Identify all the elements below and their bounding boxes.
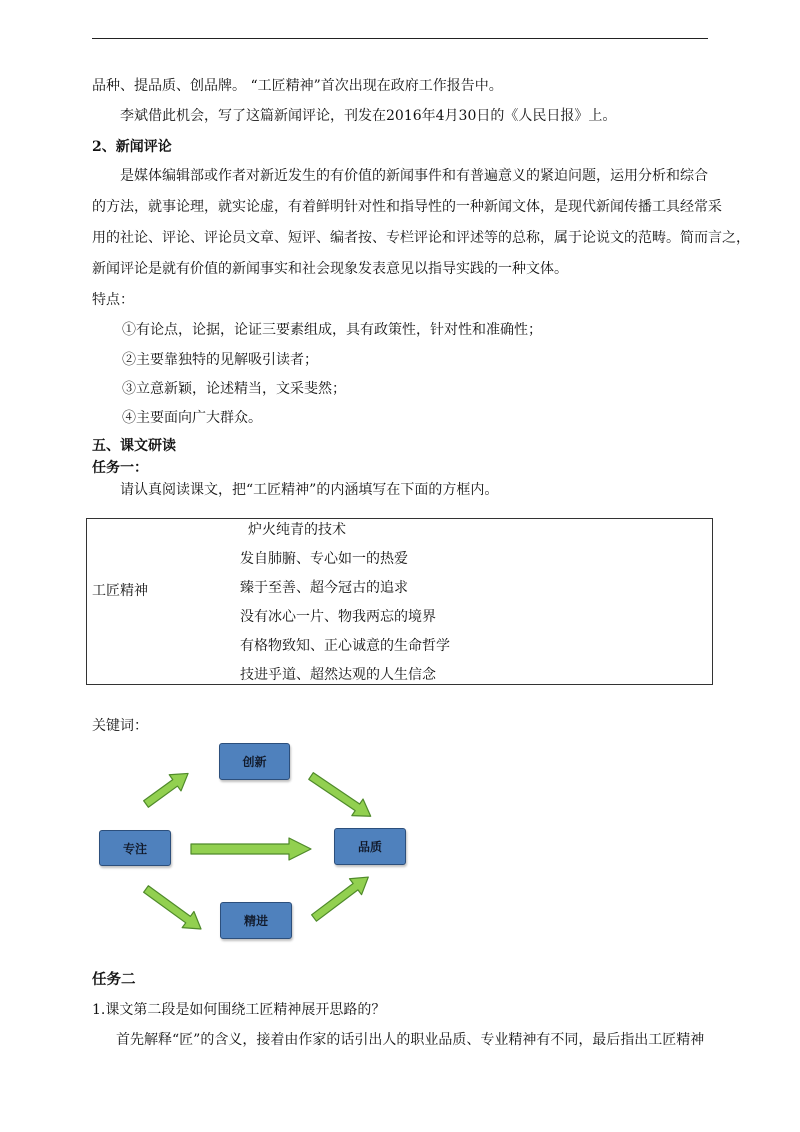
keywords-label: 关键词： xyxy=(92,718,148,734)
definition-line-2: 的方法，就事论理，就实论虚，有着鲜明针对性和指导性的一种新闻文体，是现代新闻传播工具经常采 xyxy=(92,199,722,215)
definition-line-4: 新闻评论是就有价值的新闻事实和社会现象发表意见以指导实践的一种文体。 xyxy=(92,261,568,277)
heading-news-commentary: 2、新闻评论 xyxy=(92,139,172,155)
arrow-focus-to-innovation xyxy=(140,765,194,812)
keyword-refine: 精进 xyxy=(220,902,292,939)
box-label: 工匠精神 xyxy=(92,583,148,599)
task-2-question-1: 1.课文第二段是如何围绕工匠精神展开思路的？ xyxy=(92,1002,386,1018)
paragraph-1: 品种、提品质、创品牌。 “工匠精神”首次出现在政府工作报告中。 xyxy=(92,78,503,94)
keyword-focus: 专注 xyxy=(99,830,171,866)
box-item: 技进乎道、超然达观的人生信念 xyxy=(240,667,436,683)
task-1-heading: 任务一： xyxy=(92,460,148,476)
task-2-heading: 任务二 xyxy=(92,971,136,988)
box-item: 发自肺腑、专心如一的热爱 xyxy=(240,551,408,567)
box-item: 炉火纯青的技术 xyxy=(248,522,346,538)
section-heading-5: 五、课文研读 xyxy=(92,438,176,454)
task-2-answer-1: 首先解释“匠”的含义，接着由作家的话引出人的职业品质、专业精神有不同，最后指出工匠精神 xyxy=(116,1032,705,1048)
feature-item: ④主要面向广大群众。 xyxy=(122,410,262,426)
feature-item: ①有论点，论据，论证三要素组成，具有政策性，针对性和准确性； xyxy=(122,322,542,338)
paragraph-2: 李斌借此机会，写了这篇新闻评论，刊发在2016年4月30日的《人民日报》上。 xyxy=(120,108,617,124)
box-item: 没有冰心一片、物我两忘的境界 xyxy=(240,609,436,625)
arrow-focus-to-quality xyxy=(191,838,311,860)
box-item: 有格物致知、正心诚意的生命哲学 xyxy=(240,638,450,654)
arrow-refine-to-quality xyxy=(308,869,374,926)
keyword-innovation: 创新 xyxy=(219,743,290,780)
task-1-instruction: 请认真阅读课文，把“工匠精神”的内涵填写在下面的方框内。 xyxy=(120,482,499,498)
definition-line-1: 是媒体编辑部或作者对新近发生的有价值的新闻事件和有普遍意义的紧迫问题，运用分析和综合 xyxy=(120,168,708,184)
features-label: 特点： xyxy=(92,292,134,308)
arrow-innovation-to-quality xyxy=(305,768,376,825)
arrow-focus-to-refine xyxy=(140,881,207,937)
keyword-quality: 品质 xyxy=(334,828,406,865)
definition-line-3: 用的社论、评论、评论员文章、短评、编者按、专栏评论和评述等的总称，属于论说文的范畴。简而言之， xyxy=(92,230,750,246)
box-item: 臻于至善、超今冠古的追求 xyxy=(240,580,408,596)
feature-item: ②主要靠独特的见解吸引读者； xyxy=(122,352,318,368)
feature-item: ③立意新颖，论述精当，文采斐然； xyxy=(122,381,346,397)
